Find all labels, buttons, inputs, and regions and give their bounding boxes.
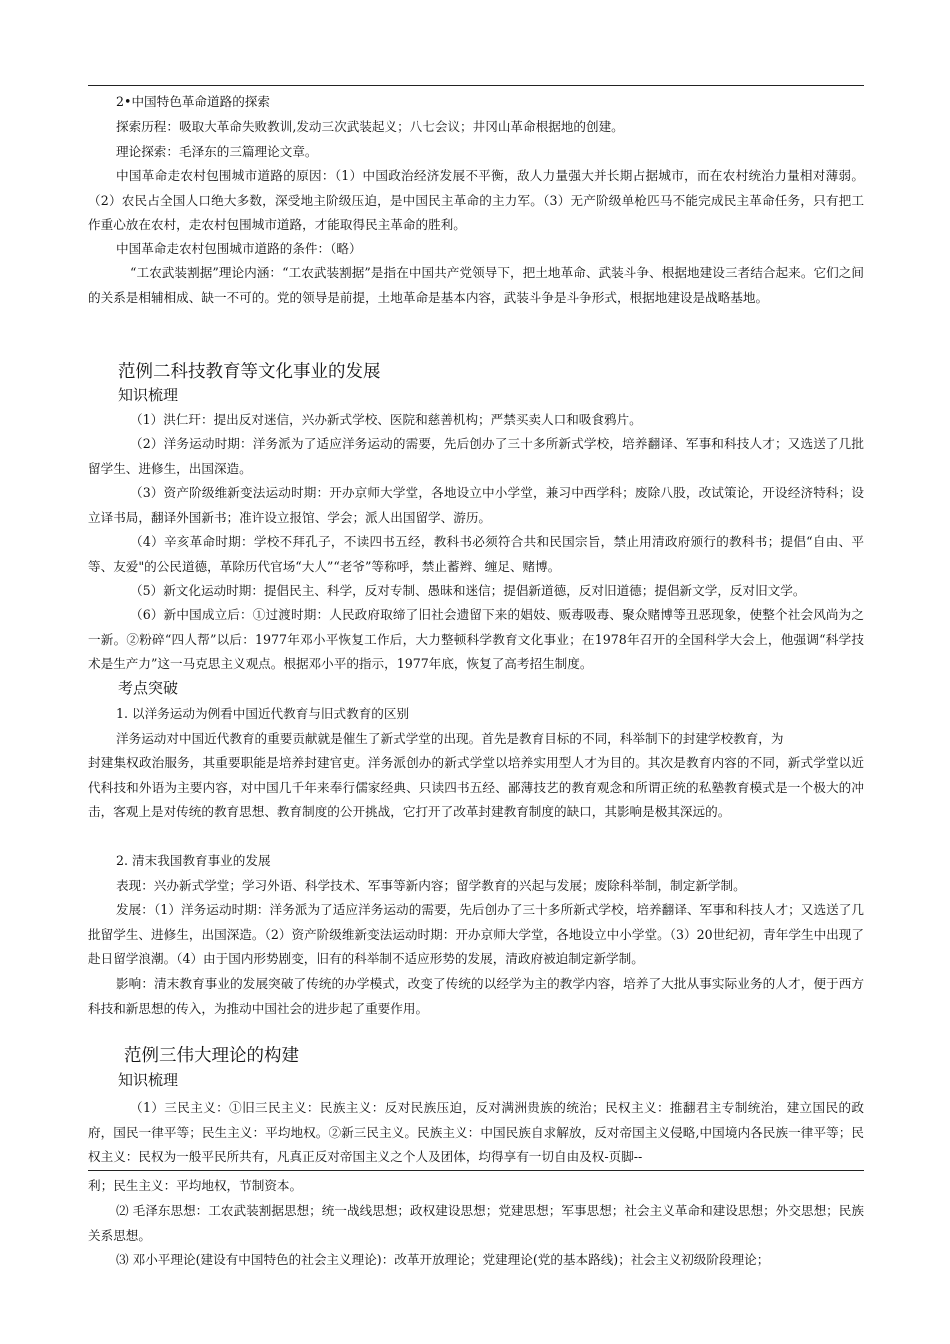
list-item: （5）新文化运动时期：提倡民主、科学，反对专制、愚昧和迷信；提倡新道德，反对旧道德；提倡新文学，反对旧文学。 (130, 583, 806, 598)
example3-heading: 范例三伟大理论的构建 (124, 1046, 299, 1066)
list-item: （6）新中国成立后：①过渡时期：人民政府取缔了旧社会遗留下来的娼妓、贩毒吸毒、聚众赌博等丑恶现象，使整个社会风尚为之一新。②粉碎“四人帮”以后：1977年邓小平恢复工作后，大力整顿科学教育文化事业；在1978年召开的全国科学大会上，他强调“科学技术是生产力”这一马克思主义观点。根据邓小平的指示，1977年底，恢复了高考招生制度。 (88, 607, 864, 672)
footer-rule (88, 1170, 864, 1171)
section1-title: 2•中国特色革命道路的探索 (116, 94, 270, 109)
example2-heading: 范例二科技教育等文化事业的发展 (118, 362, 381, 382)
armed-separation-connotation: “工农武装割据”理论内涵：“工农武装割据”是指在中国共产党领导下，把土地革命、武装斗争、根据地建设三者结合起来。它们之间的关系是相辅相成、缺一不可的。党的领导是前提，土地革命是基本内容，武装斗争是斗争形式，根据地建设是战略基地。 (88, 265, 864, 305)
answer-2-performance: 表现：兴办新式学堂；学习外语、科学技术、军事等新内容；留学教育的兴起与发展；废除科举制，制定新学制。 (116, 878, 746, 893)
answer-2-development: 发展：（1）洋务运动时期：洋务派为了适应洋务运动的需要，先后创办了三十多所新式学校，培养翻译、军事和科技人才；又选送了几批留学生、进修生，出国深造。（2）资产阶级维新变法运动时期：开办京师大学堂，各地设立中小学堂。（3）20世纪初，青年学生中出现了赴日留学浪潮。（4）由于国内形势剧变，旧有的科举制不适应形势的发展，清政府被迫制定新学制。 (88, 902, 864, 967)
exploration-history: 探索历程：吸取大革命失败教训,发动三次武装起义；八七会议；井冈山革命根据地的创建。 (116, 119, 624, 134)
list-item: （1）洪仁玕：提出反对迷信，兴办新式学校、医院和慈善机构；严禁买卖人口和吸食鸦片。 (130, 412, 642, 427)
road-reason: 中国革命走农村包围城市道路的原因：（1）中国政治经济发展不平衡，敌人力量强大并长期占据城市，而在农村统治力量相对薄弱。（2）农民占全国人口绝大多数，深受地主阶级压迫，是中国民主革命的主力军。（3）无产阶级单枪匹马不能完成民主革命任务，只有把工作重心放在农村，走农村包围城市道路，才能取得民主革命的胜利。 (88, 168, 864, 233)
question-1: 1. 以洋务运动为例看中国近代教育与旧式教育的区别 (116, 706, 410, 721)
road-condition: 中国革命走农村包围城市道路的条件：（略） (116, 241, 362, 256)
list-item-continuation: 利；民生主义：平均地权，节制资本。 (88, 1178, 303, 1193)
header-rule (88, 85, 864, 86)
list-item: ⑵ 毛泽东思想：工农武装割据思想；统一战线思想；政权建设思想；党建思想；军事思想；社会主义革命和建设思想；外交思想；民族关系思想。 (88, 1203, 864, 1243)
answer-1-body: 封建集权政治服务，其重要职能是培养封建官吏。洋务派创办的新式学堂以培养实用型人才为目的。其次是教育内容的不同，新式学堂以近代科技和外语为主要内容，对中国几千年来奉行儒家经典、只读四书五经、鄙薄技艺的教育观念和所谓正统的私塾教育模式是一个极大的冲击，客观上是对传统的教育思想、教育制度的公开挑战，它打开了改革封建教育制度的缺口，其影响是极其深远的。 (88, 755, 864, 820)
answer-2-influence: 影响：清末教育事业的发展突破了传统的办学模式，改变了传统的以经学为主的教学内容，培养了大批从事实际业务的人才，便于西方科技和新思想的传入，为推动中国社会的进步起了重要作用。 (88, 976, 864, 1016)
list-item: （3）资产阶级维新变法运动时期：开办京师大学堂，各地设立中小学堂，兼习中西学科；废除八股，改试策论，开设经济特科；设立译书局，翻译外国新书；准许设立报馆、学会；派人出国留学、游历。 (88, 485, 864, 525)
list-item: （1）三民主义：①旧三民主义：民族主义：反对民族压迫，反对满洲贵族的统治；民权主义：推翻君主专制统治，建立国民的政府，国民一律平等；民生主义：平均地权。②新三民主义。民族主义：中国民族自求解放，反对帝国主义侵略,中国境内各民族一律平等；民权主义：民权为一般平民所共有，凡真正反对帝国主义之个人及团体，均得享有一切自由及权-页脚-- (88, 1100, 864, 1165)
list-item: （4）辛亥革命时期：学校不拜孔子，不读四书五经，教科书必须符合共和民国宗旨，禁止用清政府颁行的教科书；提倡“自由、平等、友爱"的公民道德，革除历代官场“大人”“老爷”等称呼，禁止蓄辫、缠足、赌博。 (88, 534, 864, 574)
question-2: 2. 清末我国教育事业的发展 (116, 853, 271, 868)
list-item: ⑶ 邓小平理论(建设有中国特色的社会主义理论)：改革开放理论；党建理论(党的基本路线)；社会主义初级阶段理论； (116, 1252, 770, 1267)
example2-subheading: 知识梳理 (118, 386, 179, 404)
answer-1-first-line: 洋务运动对中国近代教育的重要贡献就是催生了新式学堂的出现。首先是教育目标的不同，科举制下的封建学校教育，为 (116, 731, 784, 746)
list-item: （2）洋务运动时期：洋务派为了适应洋务运动的需要，先后创办了三十多所新式学校，培养翻译、军事和科技人才；又选送了几批留学生、进修生，出国深造。 (88, 436, 864, 476)
theory-exploration: 理论探索：毛泽东的三篇理论文章。 (116, 144, 318, 159)
key-points-heading: 考点突破 (118, 679, 179, 697)
example3-subheading: 知识梳理 (118, 1071, 179, 1089)
